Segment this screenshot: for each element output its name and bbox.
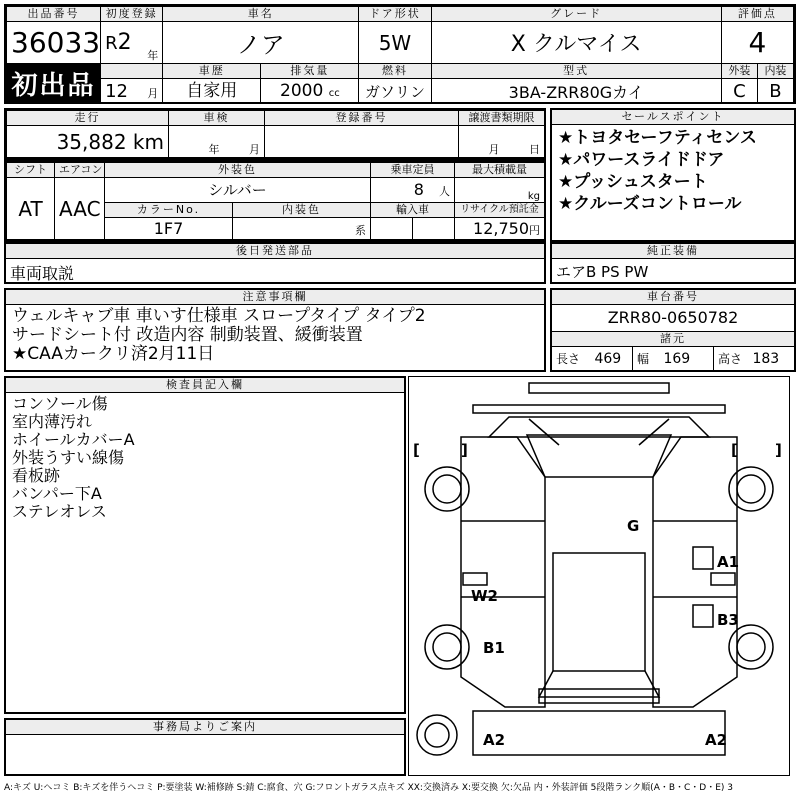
inspector-line: 室内薄汚れ xyxy=(12,412,93,431)
length-label: 長さ xyxy=(556,352,581,366)
mileage xyxy=(7,126,169,158)
registration-number xyxy=(265,126,459,158)
model-label: 型式 xyxy=(431,64,721,79)
inspector-line: バンパー下A xyxy=(12,484,102,503)
bracket-mark: ] xyxy=(461,441,468,459)
recycle-unit: 円 xyxy=(529,223,540,237)
body-outline-right xyxy=(653,437,740,707)
score: 4 xyxy=(721,22,793,64)
length xyxy=(552,347,632,371)
inspection-label: 車検 xyxy=(169,111,265,126)
sill-left xyxy=(693,547,713,569)
damage-mark: A2 xyxy=(483,731,506,749)
transfer-day-unit: 日 xyxy=(529,143,540,156)
fuel: ガソリン xyxy=(359,79,431,104)
inspector-section xyxy=(4,376,406,714)
car-name: ノア xyxy=(163,22,359,64)
cowl-line-left xyxy=(529,419,559,445)
car-outline-diagram xyxy=(409,377,789,775)
width xyxy=(632,347,713,371)
front-bumper-outline xyxy=(473,405,725,413)
dimensions xyxy=(552,347,794,371)
first-listing-badge: 初出品 xyxy=(7,64,101,104)
spare-wheel xyxy=(417,715,457,755)
interior-grade: B xyxy=(757,79,793,104)
shift-label: シフト xyxy=(7,163,55,178)
capacity-unit: 人 xyxy=(439,185,450,199)
wheel-front-right xyxy=(729,467,773,511)
interior-color-unit: 系 xyxy=(355,223,366,237)
width-label: 幅 xyxy=(637,352,650,366)
import-right xyxy=(413,217,455,239)
sales-point: ★クルーズコントロール xyxy=(558,194,742,214)
height-value: 183 xyxy=(752,351,780,367)
first-reg-month xyxy=(101,79,163,104)
damage-mark: G xyxy=(627,517,640,535)
load-unit: kg xyxy=(455,178,545,202)
damage-mark: B1 xyxy=(483,639,505,657)
color-no-label: カラーNo. xyxy=(105,202,233,217)
bracket-mark: ] xyxy=(775,441,782,459)
door-label: ドア形状 xyxy=(359,7,431,22)
inspector-lines xyxy=(6,393,404,523)
history-displacement-labels xyxy=(163,64,359,79)
note-line: ★CAAカークリ済2月11日 xyxy=(12,344,215,364)
year-unit: 年 xyxy=(147,49,159,62)
grade: X クルマイス xyxy=(431,22,721,64)
fuel-label: 燃料 xyxy=(359,64,431,79)
sales-points-label: セールスポイント xyxy=(552,110,794,125)
later-parts-label: 後日発送部品 xyxy=(6,244,544,259)
sales-points-list xyxy=(552,125,794,217)
capacity-value: 8 xyxy=(413,180,424,200)
inspector-line: コンソール傷 xyxy=(12,394,108,413)
inspector-line: 外装うすい線傷 xyxy=(12,448,125,467)
inspection-year-unit: 年 xyxy=(208,143,220,156)
car-name-label: 車名 xyxy=(163,7,359,22)
first-reg-label: 初度登録 xyxy=(101,7,163,22)
bracket-mark: [ xyxy=(413,441,420,459)
empty-cell xyxy=(101,64,163,79)
color-label: 外装色 xyxy=(105,163,371,178)
sales-point: ★パワースライドドア xyxy=(558,150,725,170)
sales-point: ★トヨタセーフティセンス xyxy=(558,128,757,148)
wheel-rear-left-inner xyxy=(433,633,461,661)
inspector-line: ステレオレス xyxy=(12,502,107,521)
interior-color xyxy=(233,217,371,239)
wheel-front-left xyxy=(425,467,469,511)
inspector-line: ホイールカバーA xyxy=(12,430,135,449)
inspection-month-unit: 月 xyxy=(249,143,260,156)
damage-legend: A:キズ U:ヘコミ B:キズを伴うヘコミ P:要塗装 W:補修跡 S:錆 C:腐食、穴 G:フロントガラス点キズ XX:交換済み X:要交換 欠:欠品 内・外装評価 5段階ランク順(A・B・C・D・E) 3 xyxy=(4,783,734,793)
wheel-rear-right-inner xyxy=(737,633,765,661)
ac: AAC xyxy=(55,178,105,240)
exterior-grade: C xyxy=(721,79,757,104)
bracket-mark: [ xyxy=(731,441,738,459)
roof-outline xyxy=(553,553,645,671)
first-reg-year xyxy=(101,22,163,64)
chassis-section xyxy=(550,288,796,372)
equipment: エアB PS PW xyxy=(556,263,649,281)
capacity xyxy=(371,178,455,202)
wheel-rear-right xyxy=(729,625,773,669)
inspection-date xyxy=(169,126,265,158)
shift: AT xyxy=(7,178,55,240)
wheel-front-right-inner xyxy=(737,475,765,503)
width-value: 169 xyxy=(663,351,691,367)
door-type: 5W xyxy=(359,22,431,64)
interior-label: 内装 xyxy=(757,64,793,79)
windshield-outline xyxy=(527,435,671,477)
era-letter: R xyxy=(105,33,118,54)
length-value: 469 xyxy=(594,351,622,367)
wheel-front-left-inner xyxy=(433,475,461,503)
recycle-value: 12,750 xyxy=(473,218,529,238)
wheel-rear-left xyxy=(425,625,469,669)
displacement xyxy=(261,81,358,101)
dims-label: 諸元 xyxy=(552,332,794,347)
color-number: 1F7 xyxy=(105,217,233,239)
hood-outline xyxy=(489,417,709,437)
notes-label: 注意事項欄 xyxy=(6,290,544,305)
later-parts: 車両取説 xyxy=(10,264,75,283)
month-unit: 月 xyxy=(147,87,159,100)
cowl-line-right xyxy=(639,419,669,445)
office-section xyxy=(4,718,406,776)
spare-wheel-inner xyxy=(425,723,449,747)
height xyxy=(713,347,794,371)
damage-mark: A1 xyxy=(717,553,740,571)
history-displacement-values xyxy=(163,79,359,104)
inspector-line: 看板跡 xyxy=(12,466,61,485)
exterior-label: 外装 xyxy=(721,64,757,79)
model: 3BA-ZRR80Gカイ xyxy=(431,79,721,104)
front-bumper-bar xyxy=(529,383,669,393)
history: 自家用 xyxy=(163,79,261,103)
load-label: 最大積載量 xyxy=(455,163,545,178)
displacement-unit: cc xyxy=(328,88,340,99)
lot-label: 出品番号 xyxy=(7,7,101,22)
damage-mark: A2 xyxy=(705,731,728,749)
rear-bumper xyxy=(473,711,728,755)
month-value: 12 xyxy=(105,80,129,102)
transfer-date xyxy=(459,126,545,158)
notes-lines xyxy=(6,305,544,366)
transfer-label: 譲渡書類期限 xyxy=(459,111,545,126)
notes-section xyxy=(4,288,546,372)
era-year: 2 xyxy=(117,30,132,55)
equipment-label: 純正装備 xyxy=(552,244,794,259)
mirror-left xyxy=(463,573,487,585)
capacity-label: 乗車定員 xyxy=(371,163,455,178)
header-section xyxy=(4,4,796,104)
equipment-section xyxy=(550,242,796,284)
sales-point: ★プッシュスタート xyxy=(558,172,708,192)
specs-section xyxy=(4,160,546,242)
mileage-label: 走行 xyxy=(7,111,169,126)
rear-plate xyxy=(539,689,659,703)
import-left xyxy=(371,217,413,239)
mileage-value: 35,882 xyxy=(56,129,127,154)
recycle xyxy=(455,217,545,239)
displacement-label: 排気量 xyxy=(290,64,330,77)
color: シルバー xyxy=(105,178,371,202)
sales-points-section xyxy=(550,108,796,242)
office-label: 事務局よりご案内 xyxy=(6,720,404,735)
mirror-right xyxy=(711,573,735,585)
history-label: 車歴 xyxy=(163,64,261,78)
grade-label: グレード xyxy=(431,7,721,22)
roof-rear-outline xyxy=(539,671,659,697)
interior-color-label: 内装色 xyxy=(233,202,371,217)
damage-mark: B3 xyxy=(717,611,739,629)
chassis-number: ZRR80-0650782 xyxy=(552,305,794,332)
chassis-label: 車台番号 xyxy=(552,290,794,305)
note-line: ウェルキャブ車 車いす仕様車 スロープタイプ タイプ2 xyxy=(12,306,426,326)
mileage-section xyxy=(4,108,546,160)
sill-right xyxy=(693,605,713,627)
score-label: 評価点 xyxy=(721,7,793,22)
transfer-month-unit: 月 xyxy=(488,143,500,156)
import-label: 輸入車 xyxy=(371,202,455,217)
mileage-unit: km xyxy=(132,129,164,154)
ac-label: エアコン xyxy=(55,163,105,178)
body-outline xyxy=(461,437,545,707)
later-parts-section xyxy=(4,242,546,284)
displacement-value: 2000 xyxy=(280,81,324,101)
registration-label: 登録番号 xyxy=(265,111,459,126)
damage-mark: W2 xyxy=(471,587,498,605)
car-damage-diagram xyxy=(408,376,790,776)
inspector-label: 検査員記入欄 xyxy=(6,378,404,393)
recycle-label: リサイクル預託金 xyxy=(455,202,545,217)
note-line: サードシート付 改造内容 制動装置、緩衝装置 xyxy=(12,325,363,345)
lot-number: 36033 xyxy=(7,22,101,64)
height-label: 高さ xyxy=(718,352,743,366)
